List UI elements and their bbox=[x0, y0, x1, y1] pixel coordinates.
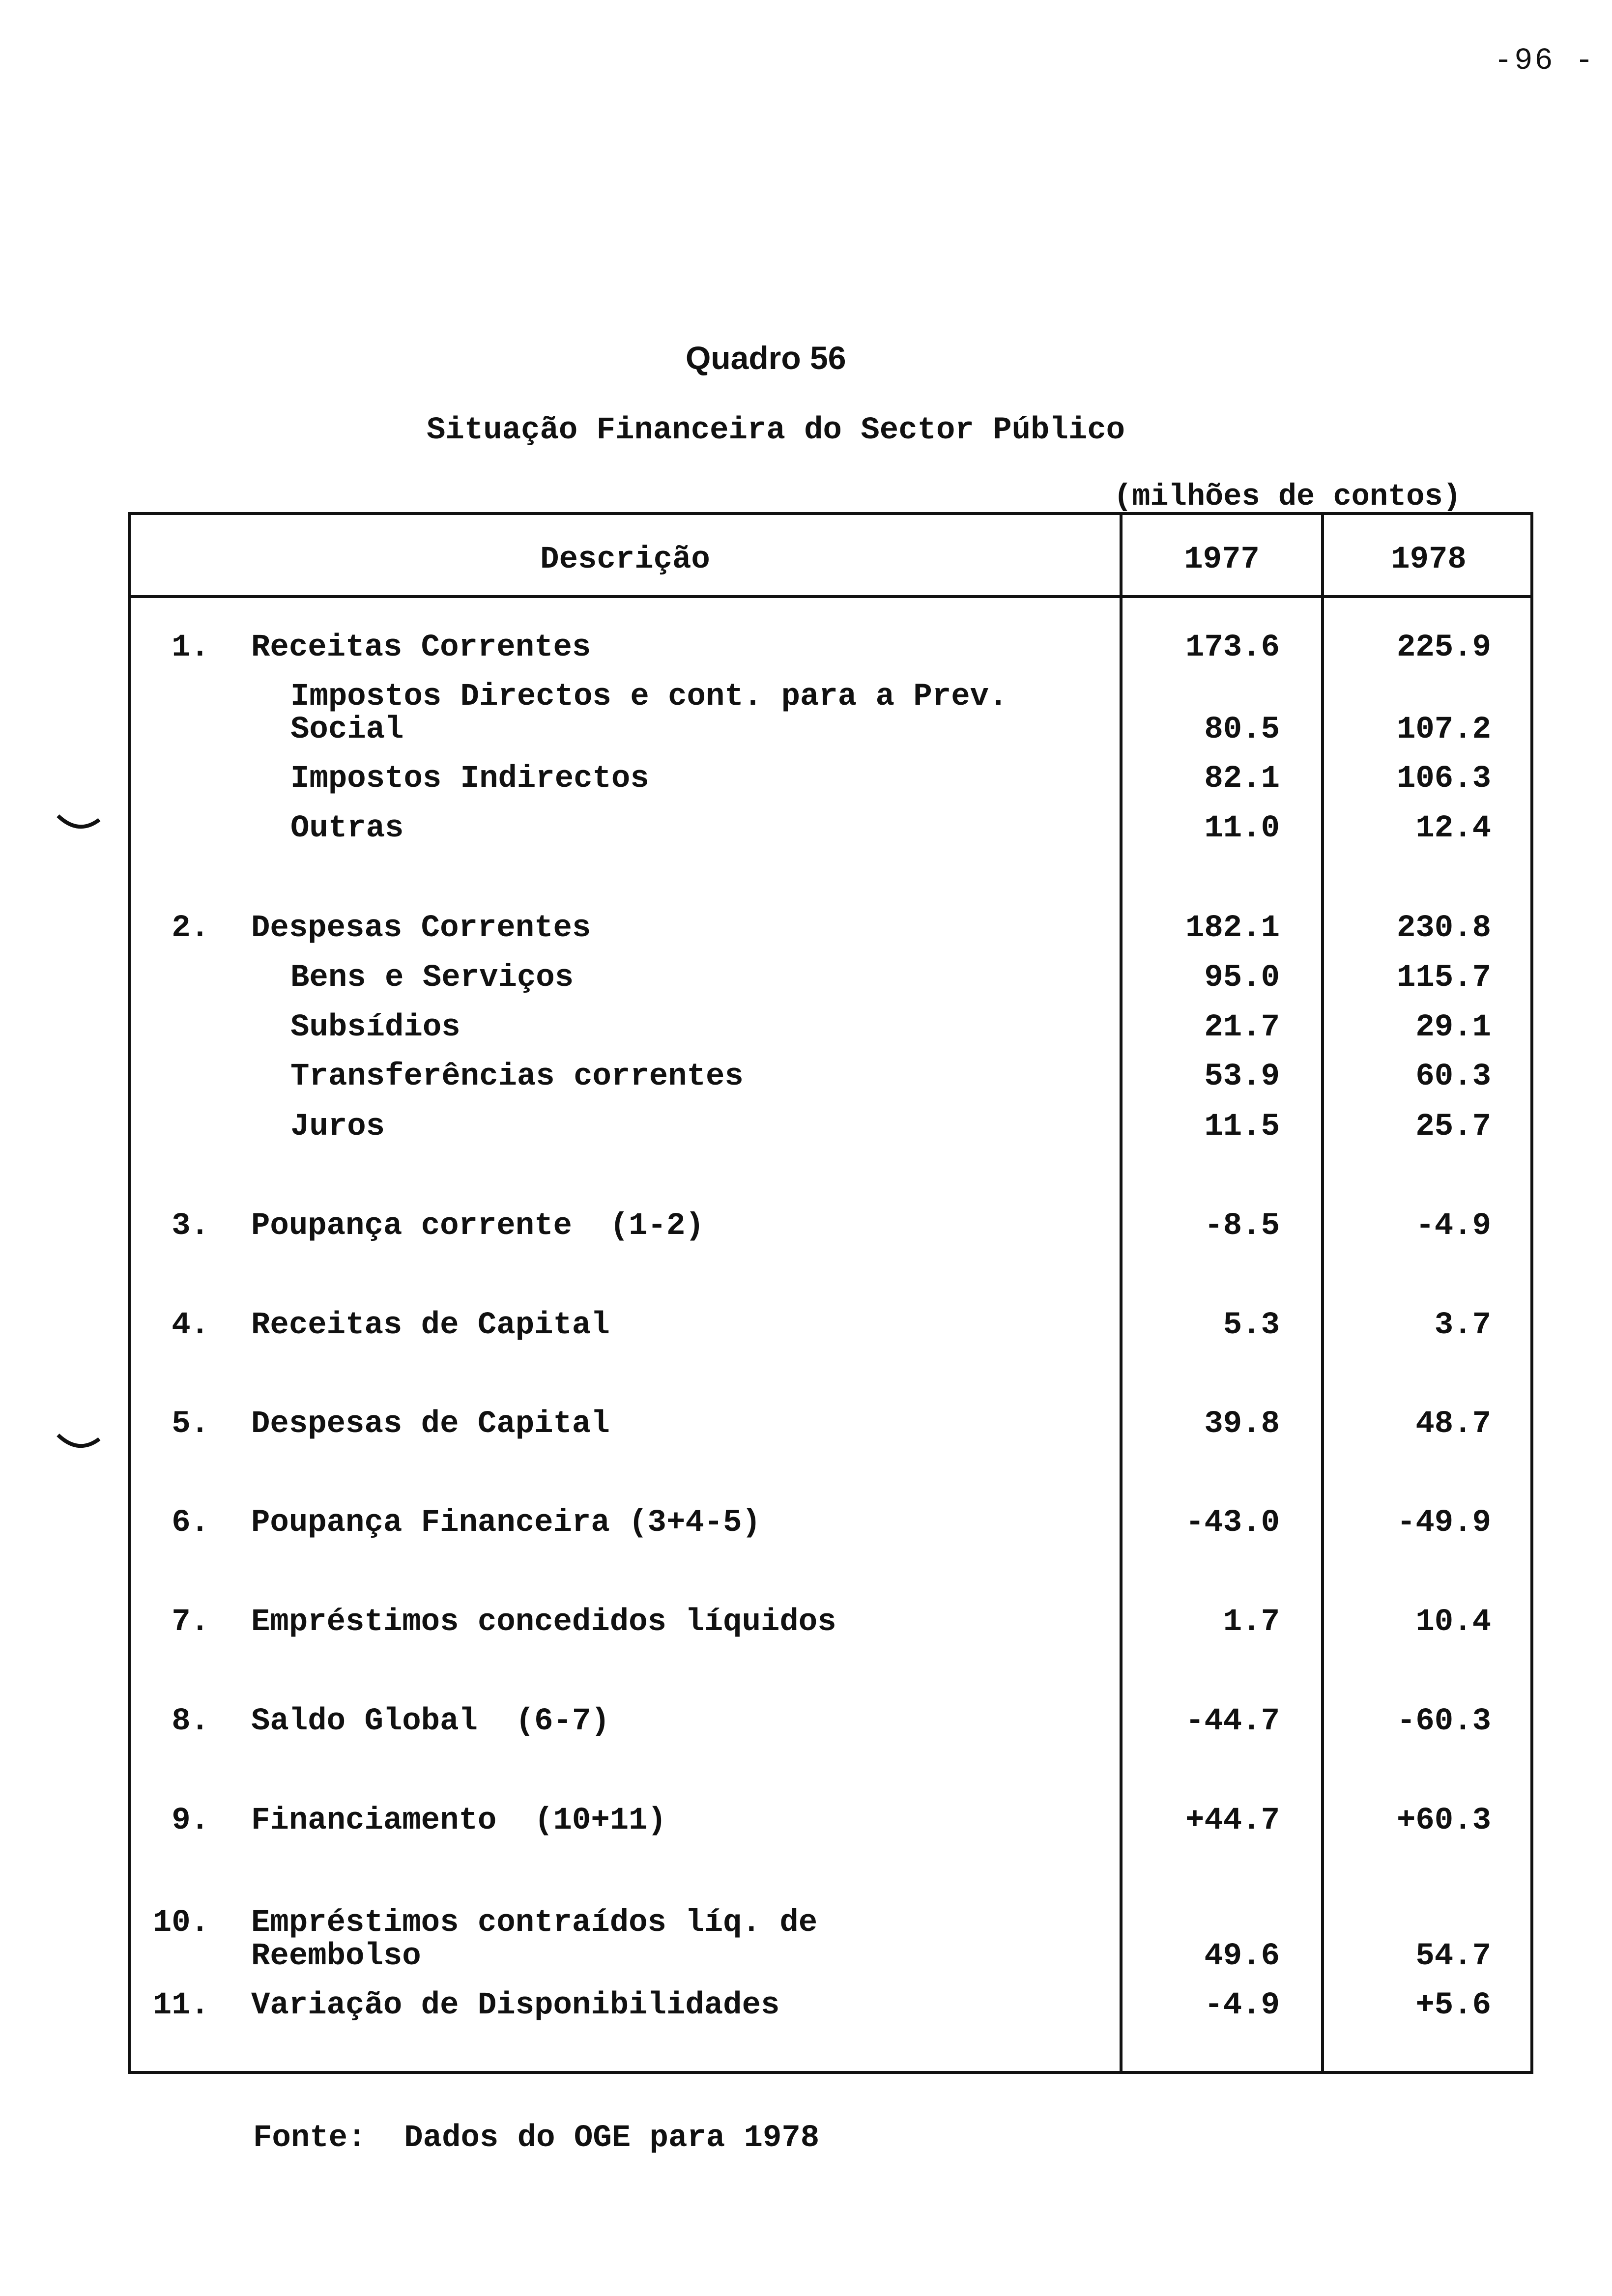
table-title: Situação Financeira do Sector Público bbox=[427, 413, 1125, 448]
page-number: -96 - bbox=[1494, 43, 1596, 78]
source-note: Fonte: Dados do OGE para 1978 bbox=[253, 2121, 820, 2156]
scan-mark-icon bbox=[54, 1425, 103, 1464]
financial-table: Descrição 1977 1978 1. Receitas Correntes 173.6 225.9 Impostos Directos e cont. para a Prev. Social 80.5 107.2 Impostos Indirectos 82.1 106.3 Outras 11.0 12.4 2. Despesas Correntes 182.1 230.8 Bens e Serviços 95.0 115.7 Subsídios 21.7 29.1 Transferências correntes 53.9 60.3 Juros 11.5 25.7 3. Poupança corrente (1-2) -8.5 -4.9 4. Receitas de Capital 5.3 3.7 5. Despesas de Capital 39.8 48.7 6. Poupança Financeira (3+4-5) -43.0 -49.9 7. Empréstimos concedidos líquidos 1.7 10.4 8. Saldo Global (6-7) -44.7 -60.3 9. Financiamento (10+11) +44.7 +60.3 10. Empréstimos contraídos líq. de Reembolso 49.6 54.7 11. Variação de Disponibilidades -4.9 +5.6 bbox=[128, 512, 1533, 2074]
table-label: Quadro 56 bbox=[686, 340, 846, 376]
header-year-1977: 1977 bbox=[1184, 542, 1260, 577]
scan-mark-icon bbox=[54, 806, 103, 845]
header-divider bbox=[131, 595, 1530, 598]
unit-note: (milhões de contos) bbox=[1114, 479, 1461, 514]
header-year-1978: 1978 bbox=[1391, 542, 1467, 577]
header-description: Descrição bbox=[540, 542, 710, 577]
